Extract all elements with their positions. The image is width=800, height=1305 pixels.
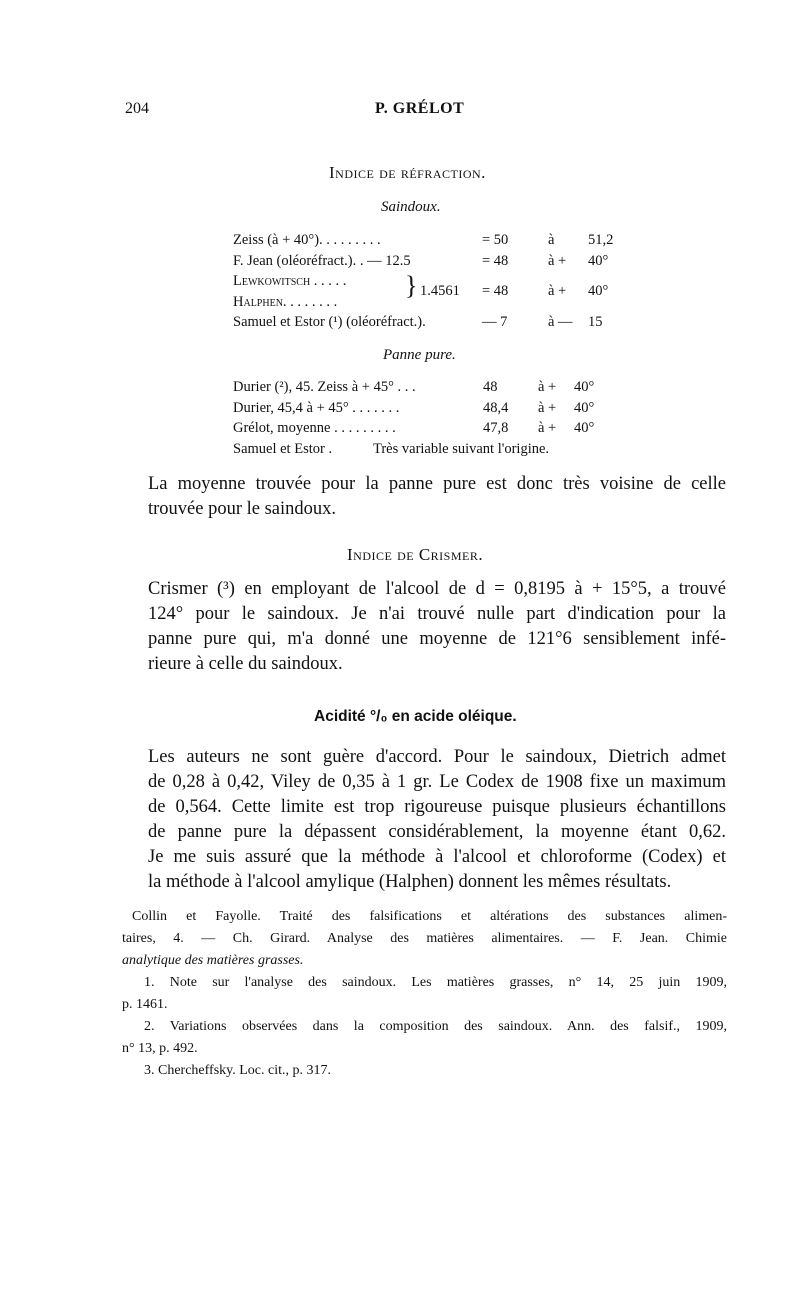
row-prep: à + xyxy=(538,379,557,395)
row-value: Très variable suivant l'origine. xyxy=(373,441,550,457)
text-line: trouvée pour le saindoux. xyxy=(148,499,337,519)
row-temp: 51,2 xyxy=(588,232,614,248)
group-value: 1.4561 xyxy=(420,283,460,299)
footnotes xyxy=(122,906,727,1082)
row-temp: 40° xyxy=(574,420,595,436)
text-line: 124° pour le saindoux. Je n'ai trouvé nulle part d'indication pour la xyxy=(148,604,726,624)
row-temp: 40° xyxy=(588,253,609,269)
subtitle-saindoux: Saindoux. xyxy=(381,199,441,215)
group-prep: à + xyxy=(548,283,567,299)
row-value: 48 xyxy=(483,379,498,395)
brace-icon: } xyxy=(405,271,418,300)
footnote-1: 1. Note sur l'analyse des saindoux. Les matières grasses, n° 14, 25 juin 1909, xyxy=(144,975,727,990)
row-prep: à + xyxy=(548,253,567,269)
section-title-refraction: Indice de réfraction. xyxy=(329,163,486,182)
paragraph-crismer xyxy=(148,577,726,677)
text-line: Crismer (³) en employant de l'alcool de d = 0,8195 à + 15°5, a trouvé xyxy=(148,579,726,599)
row-prep: à + xyxy=(538,420,557,436)
footnote-refs-line: Collin et Fayolle. Traité des falsifications et altérations des substances alimen- xyxy=(132,909,727,924)
row-label: Zeiss (à + 40°). . . . . . . . . xyxy=(233,232,381,248)
text-line: Je me suis assuré que la méthode à l'alcool et chloroforme (Codex) et xyxy=(148,847,726,867)
row-label: Halphen. . . . . . . . xyxy=(233,294,338,310)
row-prep: à — xyxy=(548,314,573,330)
row-label: F. Jean (oléoréfract.). . — 12.5 xyxy=(233,253,411,269)
row-label: Samuel et Estor . xyxy=(233,441,333,457)
row-value: 48,4 xyxy=(483,400,509,416)
group-eq: = 48 xyxy=(482,283,509,299)
running-title: P. GRÉLOT xyxy=(375,100,465,117)
row-prep: à xyxy=(548,232,555,248)
text-line: de panne pure la dépassent considérablement, la moyenne étant 0,62. xyxy=(148,822,726,842)
page-number: 204 xyxy=(125,100,149,117)
text-line: La moyenne trouvée pour la panne pure est donc très voisine de celle xyxy=(148,474,726,494)
footnote-1-cont: p. 1461. xyxy=(122,997,168,1012)
subtitle-panne-pure: Panne pure. xyxy=(383,347,456,363)
row-value: — 7 xyxy=(482,314,508,330)
section-title-acidite: Acidité °/₀ en acide oléique. xyxy=(314,708,517,725)
text-line: de 0,28 à 0,42, Viley de 0,35 à 1 gr. Le Codex de 1908 fixe un maximum xyxy=(148,772,726,792)
text-line: panne pure qui, m'a donné une moyenne de 121°6 sensiblement infé- xyxy=(148,629,726,649)
row-label: Lewkowitsch . . . . . xyxy=(233,273,347,289)
text-line: rieure à celle du saindoux. xyxy=(148,654,343,674)
text-line: Les auteurs ne sont guère d'accord. Pour le saindoux, Dietrich admet xyxy=(148,747,726,767)
row-value: 47,8 xyxy=(483,420,509,436)
row-label: Samuel et Estor (¹) (oléoréfract.). xyxy=(233,314,426,330)
footnote-refs-line: analytique des matières grasses. xyxy=(122,953,304,968)
footnote-3: 3. Chercheffsky. Loc. cit., p. 317. xyxy=(144,1063,332,1078)
row-value: = 50 xyxy=(482,232,509,248)
group-temp: 40° xyxy=(588,283,609,299)
row-temp: 40° xyxy=(574,400,595,416)
text-line: de 0,564. Cette limite est trop rigoureuse puisque plusieurs échantillons xyxy=(148,797,726,817)
footnote-2: 2. Variations observées dans la composition des saindoux. Ann. des falsif., 1909, xyxy=(144,1019,727,1034)
footnote-refs-line: taires, 4. — Ch. Girard. Analyse des matières alimentaires. — F. Jean. Chimie xyxy=(122,931,727,946)
row-label: Durier (²), 45. Zeiss à + 45° . . . xyxy=(233,379,416,395)
row-prep: à + xyxy=(538,400,557,416)
row-value: = 48 xyxy=(482,253,509,269)
footnote-2-cont: n° 13, p. 492. xyxy=(122,1041,198,1056)
section-title-crismer: Indice de Crismer. xyxy=(347,545,484,564)
row-label: Grélot, moyenne . . . . . . . . . xyxy=(233,420,396,436)
row-temp: 40° xyxy=(574,379,595,395)
row-label: Durier, 45,4 à + 45° . . . . . . . xyxy=(233,400,400,416)
paragraph-refraction xyxy=(148,472,726,522)
paragraph-acidite xyxy=(148,745,726,895)
text-line: la méthode à l'alcool amylique (Halphen) donnent les mêmes résultats. xyxy=(148,872,672,892)
row-temp: 15 xyxy=(588,314,603,330)
